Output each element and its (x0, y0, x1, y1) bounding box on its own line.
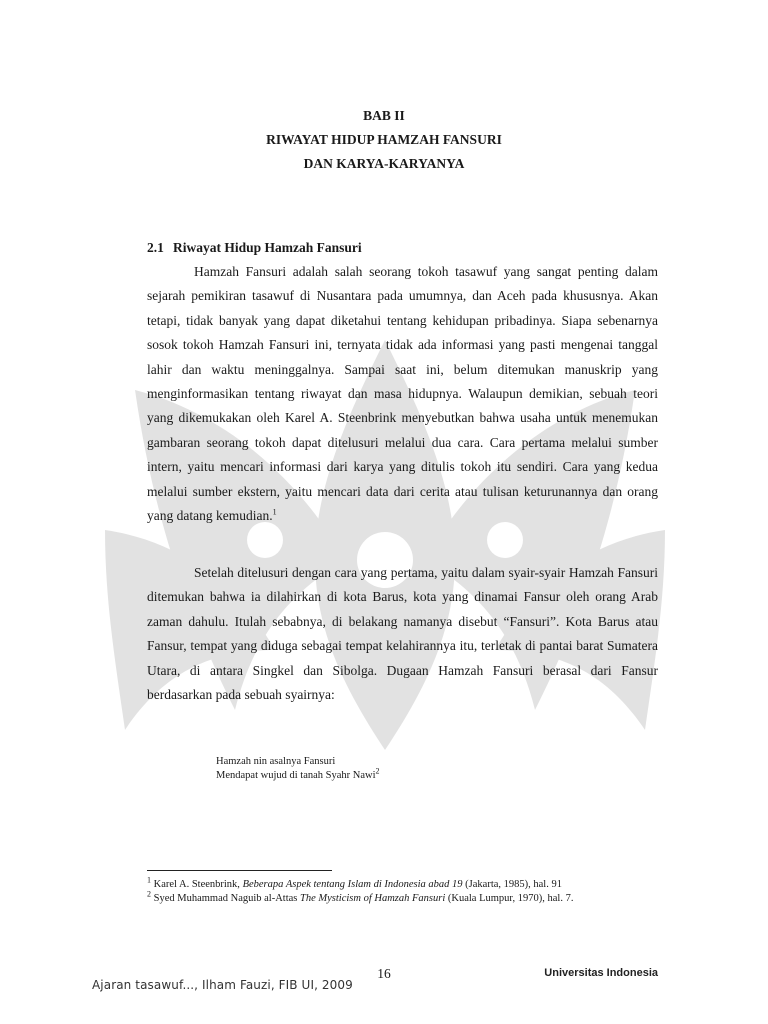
footnote-divider (147, 870, 332, 871)
paragraph-2-text: Setelah ditelusuri dengan cara yang pertama, yaitu dalam syair-syair Hamzah Fansuri ditemukan bahwa ia dilahirkan di kota Barus, kota yang dinamai Fansur oleh orang Arab zaman dahulu. Itulah sebabnya, di belakang namanya disebut “Fansuri”. Kota Barus atau Fansur, tempat yang diduga sebagai tempat kelahirannya itu, terletak di pantai barat Sumatera Utara, di antara Singkel dan Sibolga. Dugaan Hamzah Fansuri berasal dari Fansur berdasarkan pada sebuah syairnya: (147, 565, 658, 703)
footnote-ref-1[interactable]: 1 (272, 507, 277, 517)
footnote-1-title: Beberapa Aspek tentang Islam di Indonesia abad 19 (242, 879, 463, 890)
footnote-2-author: Syed Muhammad Naguib al-Attas (151, 892, 301, 904)
footnote-ref-2[interactable]: 2 (375, 766, 380, 776)
footnote-2-publication: (Kuala Lumpur, 1970), hal. 7. (445, 892, 574, 904)
section-heading (147, 240, 362, 256)
paragraph-2 (147, 561, 658, 707)
poem-line-2: Mendapat wujud di tanah Syahr Nawi (216, 770, 376, 781)
paragraph-1-text: Hamzah Fansuri adalah salah seorang tokoh tasawuf yang sangat penting dalam sejarah pemikiran tasawuf di Nusantara pada umumnya, dan Aceh pada khususnya. Akan tetapi, tidak banyak yang dapat diketahui tentang kehidupan pribadinya. Siapa sebenarnya sosok tokoh Hamzah Fansuri ini, ternyata tidak ada informasi yang pasti mengenai tanggal lahir dan waktu meninggalnya. Sampai saat ini, belum ditemukan manuskrip yang menginformasikan tentang riwayat dan masa hidupnya. Walaupun demikian, sebuah teori yang dikemukakan oleh Karel A. Steenbrink menyebutkan bahwa usaha untuk menemukan gambaran seorang tokoh dapat ditelusuri melalui dua cara. Cara pertama melalui sumber intern, yaitu mencari informasi dari karya yang ditulis tokoh itu sendiri. Cara yang kedua melalui sumber ekstern, yaitu mencari data dari cerita atau tulisan keturunannya dan orang yang datang kemudian. (147, 264, 658, 524)
footnote-1 (147, 875, 659, 892)
chapter-title-line-1: RIWAYAT HIDUP HAMZAH FANSURI (266, 132, 502, 147)
poem-quote (216, 755, 380, 783)
page-number: 16 (377, 966, 391, 981)
footnote-1-number: 1 (147, 875, 151, 885)
footnote-1-publication: (Jakarta, 1985), hal. 91 (462, 879, 562, 890)
university-name: Universitas Indonesia (544, 967, 658, 979)
footnote-2-number: 2 (147, 889, 151, 898)
footnote-2-title: The Mysticism of Hamzah Fansuri (300, 892, 446, 904)
section-title: Riwayat Hidup Hamzah Fansuri (173, 240, 362, 255)
footnotes (147, 875, 659, 905)
section-number: 2.1 (147, 240, 164, 255)
paragraph-1 (147, 260, 658, 528)
chapter-label: BAB II (363, 108, 405, 123)
footnote-2 (147, 889, 659, 906)
document-credit: Ajaran tasawuf..., Ilham Fauzi, FIB UI, 2009 (92, 978, 353, 992)
footnote-1-author: Karel A. Steenbrink, (151, 879, 243, 890)
poem-line-1: Hamzah nin asalnya Fansuri (216, 756, 336, 767)
poem-line-2-wrap (216, 766, 380, 783)
chapter-title-line-2: DAN KARYA-KARYANYA (303, 156, 465, 171)
